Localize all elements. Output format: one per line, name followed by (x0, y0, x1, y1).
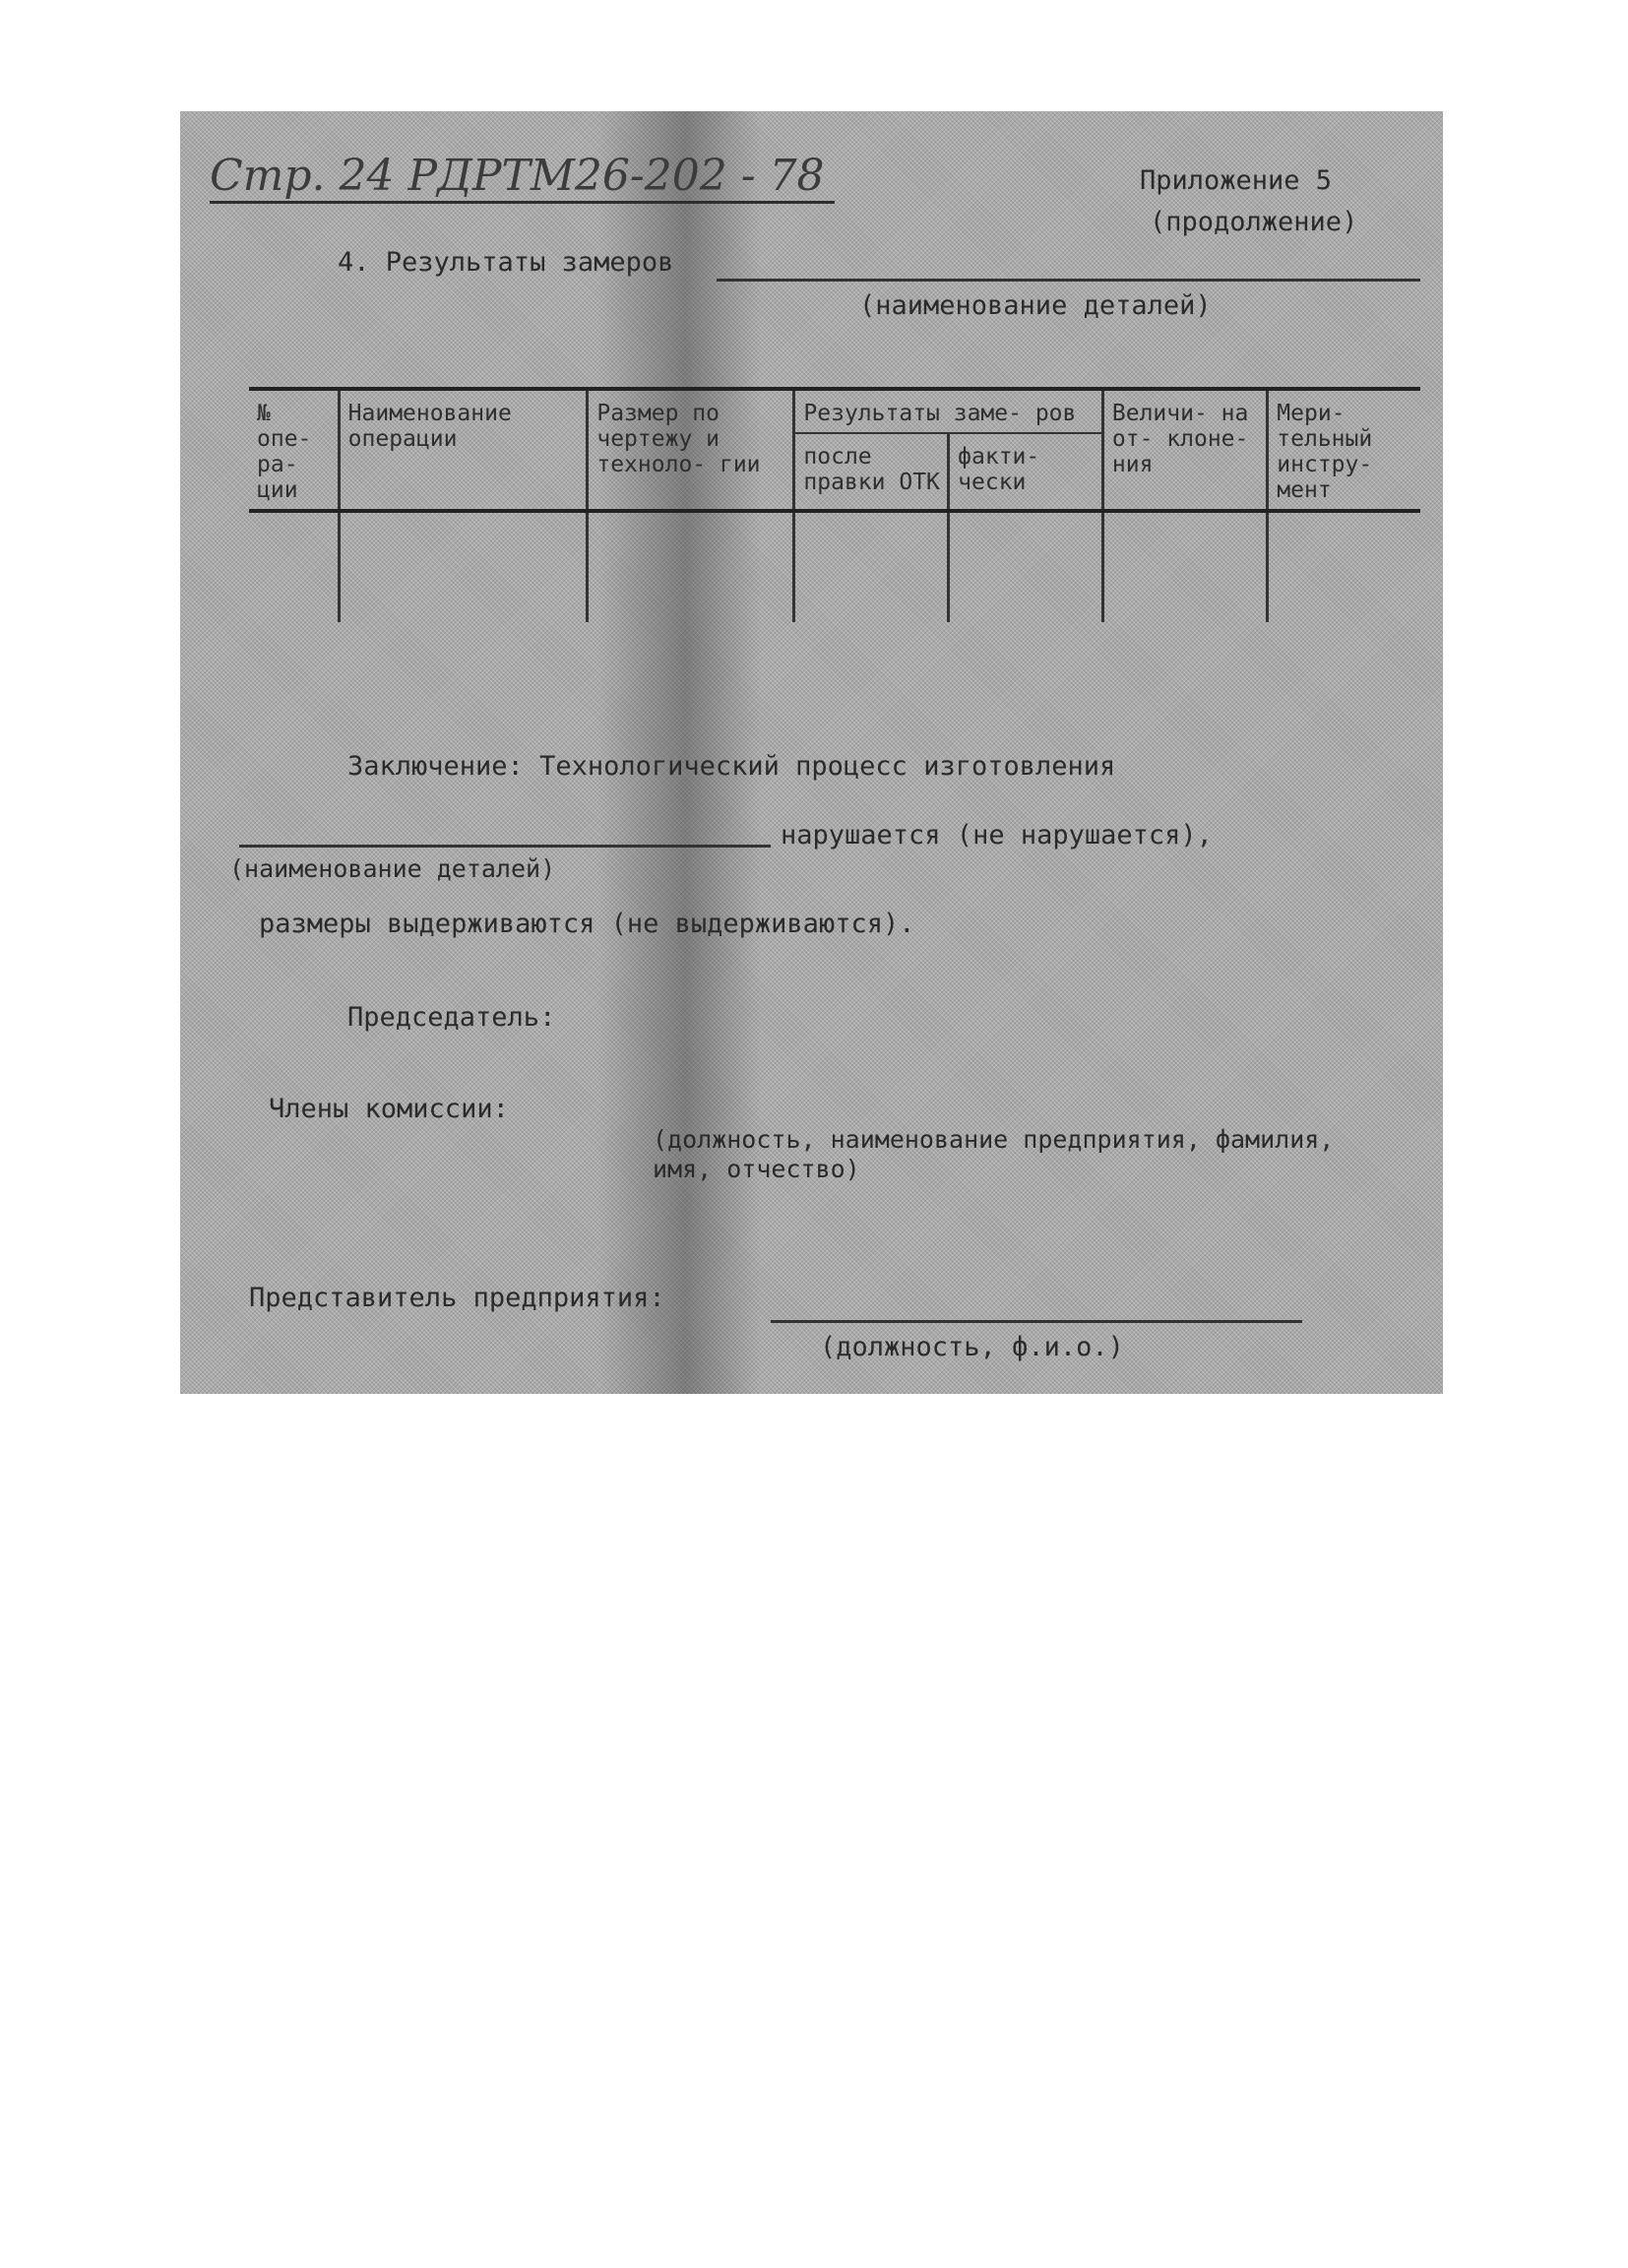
col-operation-name: Наименование операции (339, 389, 588, 511)
representative-caption: (должность, ф.и.о.) (820, 1332, 1124, 1362)
table-cell (588, 511, 794, 622)
section-caption: (наименование деталей) (859, 290, 1212, 321)
table-cell (1268, 511, 1420, 622)
appendix-continued: (продолжение) (1150, 207, 1358, 237)
table-cell (1102, 511, 1267, 622)
table-cell (249, 511, 339, 622)
members-caption: (должность, наименование предприятия, фамилия, имя, отчество) (653, 1125, 1335, 1183)
conclusion-line-1: Заключение: Технологический процесс изготовления (347, 751, 1116, 782)
conclusion-line-2: нарушается (не нарушается), (781, 820, 1213, 850)
table-cell (794, 511, 949, 622)
col-results: Результаты заме- ров (794, 389, 1102, 433)
scanned-page (180, 111, 1443, 1394)
table-cell (339, 511, 588, 622)
col-operation-no: № опе- ра- ции (249, 389, 339, 511)
representative-signature-line (771, 1320, 1302, 1323)
col-results-actual: факти- чески (949, 433, 1103, 511)
handwritten-reference: Стр. 24 РДРТМ26-202 - 78 (210, 151, 835, 204)
representative-label: Представитель предприятия: (249, 1283, 665, 1313)
col-results-after-otk: после правки ОТК (794, 433, 949, 511)
conclusion-caption: (наименование деталей) (229, 854, 556, 883)
section-title-underline (717, 279, 1420, 282)
col-instrument: Мери- тельный инстру- мент (1268, 389, 1420, 511)
conclusion-line-3: размеры выдерживаются (не выдерживаются). (259, 909, 915, 939)
chair-label: Председатель: (347, 1002, 556, 1033)
col-drawing-size: Размер по чертежу и техноло- гии (588, 389, 794, 511)
table-row (249, 511, 1420, 622)
table-cell (949, 511, 1103, 622)
col-deviation: Величи- на от- клоне- ния (1102, 389, 1267, 511)
appendix-label: Приложение 5 (1140, 165, 1333, 196)
measurement-table (249, 387, 1420, 622)
section-title: 4. Результаты замеров (338, 247, 674, 278)
conclusion-blank-line (239, 845, 771, 848)
members-label: Члены комиссии: (269, 1094, 509, 1124)
